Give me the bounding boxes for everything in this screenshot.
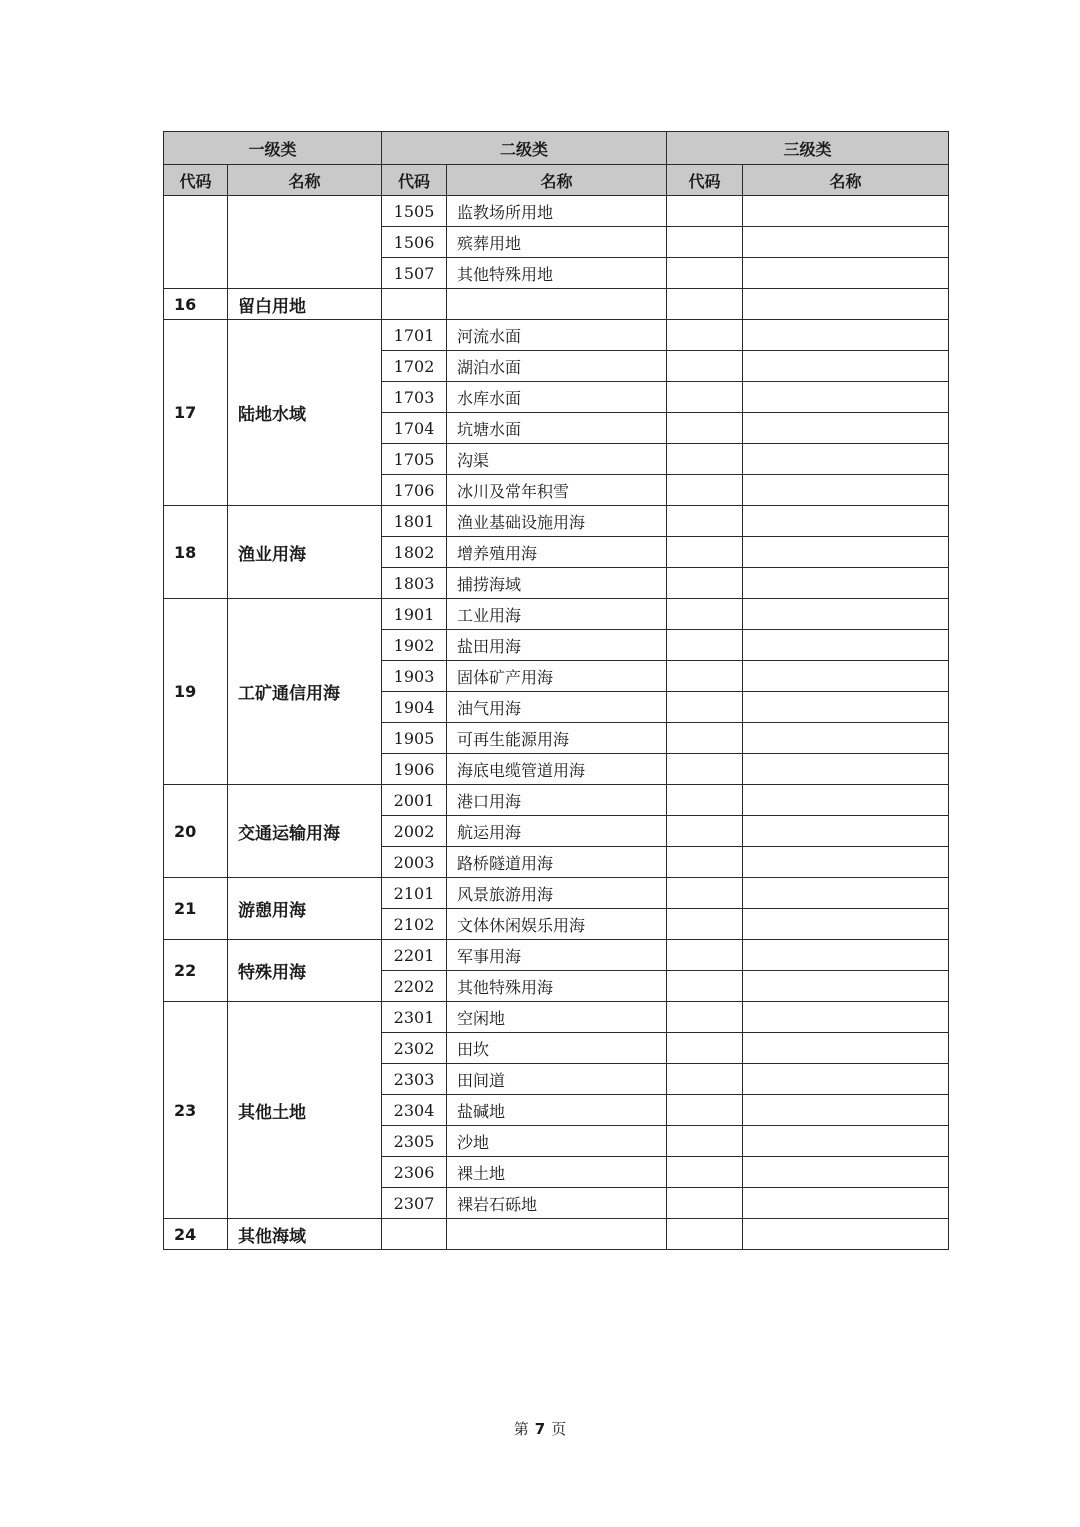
- page-prefix: 第: [513, 1420, 529, 1438]
- level2-code-cell: 1704: [382, 413, 447, 444]
- level2-code-cell: 1801: [382, 506, 447, 537]
- level2-name-cell: 增养殖用海: [447, 537, 667, 568]
- level1-code-cell: [164, 196, 228, 289]
- level2-code-cell: 1507: [382, 258, 447, 289]
- level2-name-cell: 固体矿产用海: [447, 661, 667, 692]
- level3-code-cell: [667, 227, 743, 258]
- level1-code-cell: 22: [164, 940, 228, 1002]
- level2-name-cell: 沟渠: [447, 444, 667, 475]
- level3-name-cell: [743, 351, 949, 382]
- level1-code-cell: 17: [164, 320, 228, 506]
- level1-name-cell: 特殊用海: [228, 940, 382, 1002]
- level2-code-cell: 2301: [382, 1002, 447, 1033]
- level1-code-cell: 21: [164, 878, 228, 940]
- level2-code-cell: 2202: [382, 971, 447, 1002]
- level3-name-cell: [743, 1095, 949, 1126]
- level3-code-cell: [667, 506, 743, 537]
- level3-code-cell: [667, 320, 743, 351]
- level2-code-cell: 2307: [382, 1188, 447, 1219]
- page-suffix: 页: [551, 1420, 567, 1438]
- level1-name-cell: 陆地水域: [228, 320, 382, 506]
- level2-name-cell: 港口用海: [447, 785, 667, 816]
- level2-code-cell: 1506: [382, 227, 447, 258]
- level1-name-cell: 交通运输用海: [228, 785, 382, 878]
- level2-name-cell: 可再生能源用海: [447, 723, 667, 754]
- table-header: [164, 132, 949, 196]
- level2-name-cell: 田坎: [447, 1033, 667, 1064]
- level3-code-cell: [667, 1126, 743, 1157]
- level3-code-cell: [667, 537, 743, 568]
- level3-name-cell: [743, 661, 949, 692]
- level3-code-cell: [667, 847, 743, 878]
- level3-code-cell: [667, 289, 743, 320]
- level3-code-cell: [667, 816, 743, 847]
- level3-code-cell: [667, 1219, 743, 1250]
- level3-name-cell: [743, 971, 949, 1002]
- level2-name-cell: 湖泊水面: [447, 351, 667, 382]
- level2-name-cell: 其他特殊用海: [447, 971, 667, 1002]
- level2-name-cell: 油气用海: [447, 692, 667, 723]
- level2-name-cell: 路桥隧道用海: [447, 847, 667, 878]
- level3-code-cell: [667, 692, 743, 723]
- level2-name-cell: 殡葬用地: [447, 227, 667, 258]
- table-row: [164, 320, 949, 351]
- table-row: [164, 878, 949, 909]
- level3-code-cell: [667, 785, 743, 816]
- level3-code-cell: [667, 413, 743, 444]
- level2-name-cell: 监教场所用地: [447, 196, 667, 227]
- level2-header: 二级类: [382, 132, 667, 165]
- level1-code-cell: 19: [164, 599, 228, 785]
- level2-code-cell: 1505: [382, 196, 447, 227]
- level3-code-cell: [667, 351, 743, 382]
- level3-name-cell: [743, 1219, 949, 1250]
- level3-name-cell: [743, 1157, 949, 1188]
- level3-code-cell: [667, 382, 743, 413]
- level2-name-cell: [447, 1219, 667, 1250]
- table-row: [164, 196, 949, 227]
- level2-code-cell: 1702: [382, 351, 447, 382]
- level2-name-cell: 渔业基础设施用海: [447, 506, 667, 537]
- table-row: [164, 1219, 949, 1250]
- level2-name-cell: 水库水面: [447, 382, 667, 413]
- level3-code-cell: [667, 258, 743, 289]
- level2-code-cell: 1705: [382, 444, 447, 475]
- level2-code-cell: 1701: [382, 320, 447, 351]
- level3-code-cell: [667, 568, 743, 599]
- level2-code-cell: 1901: [382, 599, 447, 630]
- level2-code-cell: 1904: [382, 692, 447, 723]
- level2-code-cell: 2002: [382, 816, 447, 847]
- level3-name-cell: [743, 258, 949, 289]
- level2-code-cell: 2201: [382, 940, 447, 971]
- level1-name-cell: 渔业用海: [228, 506, 382, 599]
- level3-code-cell: [667, 1095, 743, 1126]
- level2-name-cell: 工业用海: [447, 599, 667, 630]
- level3-code-cell: [667, 630, 743, 661]
- level3-name-cell: [743, 630, 949, 661]
- level3-name-cell: [743, 196, 949, 227]
- level2-name-cell: 其他特殊用地: [447, 258, 667, 289]
- level3-name-cell: [743, 878, 949, 909]
- level3-code-cell: [667, 723, 743, 754]
- level3-name-cell: [743, 599, 949, 630]
- level3-name-cell: [743, 692, 949, 723]
- level2-code-cell: 1802: [382, 537, 447, 568]
- level3-name-cell: [743, 723, 949, 754]
- level2-code-cell: 1903: [382, 661, 447, 692]
- level2-name-cell: 航运用海: [447, 816, 667, 847]
- level2-name-cell: 河流水面: [447, 320, 667, 351]
- level2-code-cell: 2303: [382, 1064, 447, 1095]
- level2-code-cell: 2102: [382, 909, 447, 940]
- level2-name-cell: [447, 289, 667, 320]
- level2-name-cell: 裸土地: [447, 1157, 667, 1188]
- level1-name-header: 名称: [228, 165, 382, 196]
- level3-code-cell: [667, 754, 743, 785]
- level2-name-cell: 冰川及常年积雪: [447, 475, 667, 506]
- level3-name-cell: [743, 816, 949, 847]
- level2-name-cell: 军事用海: [447, 940, 667, 971]
- level2-code-cell: [382, 1219, 447, 1250]
- level3-code-cell: [667, 661, 743, 692]
- level3-code-cell: [667, 444, 743, 475]
- level3-code-cell: [667, 1064, 743, 1095]
- level3-code-header: 代码: [667, 165, 743, 196]
- level2-code-cell: 1902: [382, 630, 447, 661]
- level2-code-cell: 2001: [382, 785, 447, 816]
- level3-name-cell: [743, 1188, 949, 1219]
- level3-name-cell: [743, 785, 949, 816]
- level1-name-cell: 留白用地: [228, 289, 382, 320]
- level1-code-cell: 23: [164, 1002, 228, 1219]
- level1-code-header: 代码: [164, 165, 228, 196]
- level2-name-cell: 裸岩石砾地: [447, 1188, 667, 1219]
- level2-code-cell: 1703: [382, 382, 447, 413]
- level2-name-cell: 盐田用海: [447, 630, 667, 661]
- level1-code-cell: 16: [164, 289, 228, 320]
- table-row: [164, 785, 949, 816]
- level3-name-cell: [743, 1002, 949, 1033]
- level1-name-cell: 其他海域: [228, 1219, 382, 1250]
- level2-code-cell: 1906: [382, 754, 447, 785]
- level1-name-cell: 游憩用海: [228, 878, 382, 940]
- level2-code-cell: 1706: [382, 475, 447, 506]
- level3-code-cell: [667, 878, 743, 909]
- table-row: [164, 1002, 949, 1033]
- level2-name-cell: 捕捞海域: [447, 568, 667, 599]
- table-row: [164, 289, 949, 320]
- level3-code-cell: [667, 1157, 743, 1188]
- level3-code-cell: [667, 909, 743, 940]
- level3-name-cell: [743, 1033, 949, 1064]
- level3-code-cell: [667, 971, 743, 1002]
- level3-code-cell: [667, 1188, 743, 1219]
- level1-name-cell: 其他土地: [228, 1002, 382, 1219]
- level3-name-cell: [743, 506, 949, 537]
- level2-name-cell: 风景旅游用海: [447, 878, 667, 909]
- level3-name-cell: [743, 289, 949, 320]
- page-number: 7: [534, 1420, 546, 1438]
- level3-code-cell: [667, 1033, 743, 1064]
- level3-code-cell: [667, 475, 743, 506]
- table-row: [164, 599, 949, 630]
- level2-name-cell: 文体休闲娱乐用海: [447, 909, 667, 940]
- level1-name-cell: 工矿通信用海: [228, 599, 382, 785]
- level2-code-cell: 2305: [382, 1126, 447, 1157]
- level2-name-header: 名称: [447, 165, 667, 196]
- level3-name-cell: [743, 537, 949, 568]
- level3-name-cell: [743, 320, 949, 351]
- level3-name-cell: [743, 227, 949, 258]
- level3-code-cell: [667, 1002, 743, 1033]
- table-row: [164, 940, 949, 971]
- level2-code-cell: 2302: [382, 1033, 447, 1064]
- level3-name-cell: [743, 1126, 949, 1157]
- level3-name-cell: [743, 568, 949, 599]
- level3-code-cell: [667, 196, 743, 227]
- level1-code-cell: 24: [164, 1219, 228, 1250]
- level2-code-header: 代码: [382, 165, 447, 196]
- level3-name-header: 名称: [743, 165, 949, 196]
- level1-code-cell: 20: [164, 785, 228, 878]
- level2-code-cell: 1803: [382, 568, 447, 599]
- level2-code-cell: 1905: [382, 723, 447, 754]
- level3-name-cell: [743, 1064, 949, 1095]
- level3-name-cell: [743, 909, 949, 940]
- table-body: [164, 196, 949, 1250]
- land-use-classification-table: [163, 131, 949, 1250]
- level3-name-cell: [743, 475, 949, 506]
- level3-name-cell: [743, 754, 949, 785]
- level3-name-cell: [743, 413, 949, 444]
- level1-header: 一级类: [164, 132, 382, 165]
- page-footer: [0, 1418, 1080, 1439]
- level2-name-cell: 海底电缆管道用海: [447, 754, 667, 785]
- level3-header: 三级类: [667, 132, 949, 165]
- level2-name-cell: 田间道: [447, 1064, 667, 1095]
- level3-code-cell: [667, 599, 743, 630]
- level3-name-cell: [743, 847, 949, 878]
- level3-code-cell: [667, 940, 743, 971]
- level2-code-cell: 2003: [382, 847, 447, 878]
- level3-name-cell: [743, 382, 949, 413]
- level2-code-cell: 2101: [382, 878, 447, 909]
- level2-code-cell: 2304: [382, 1095, 447, 1126]
- level2-name-cell: 沙地: [447, 1126, 667, 1157]
- table-row: [164, 506, 949, 537]
- level3-name-cell: [743, 444, 949, 475]
- level2-code-cell: [382, 289, 447, 320]
- level1-code-cell: 18: [164, 506, 228, 599]
- level1-name-cell: [228, 196, 382, 289]
- level2-name-cell: 坑塘水面: [447, 413, 667, 444]
- level3-name-cell: [743, 940, 949, 971]
- level2-name-cell: 盐碱地: [447, 1095, 667, 1126]
- level2-name-cell: 空闲地: [447, 1002, 667, 1033]
- level2-code-cell: 2306: [382, 1157, 447, 1188]
